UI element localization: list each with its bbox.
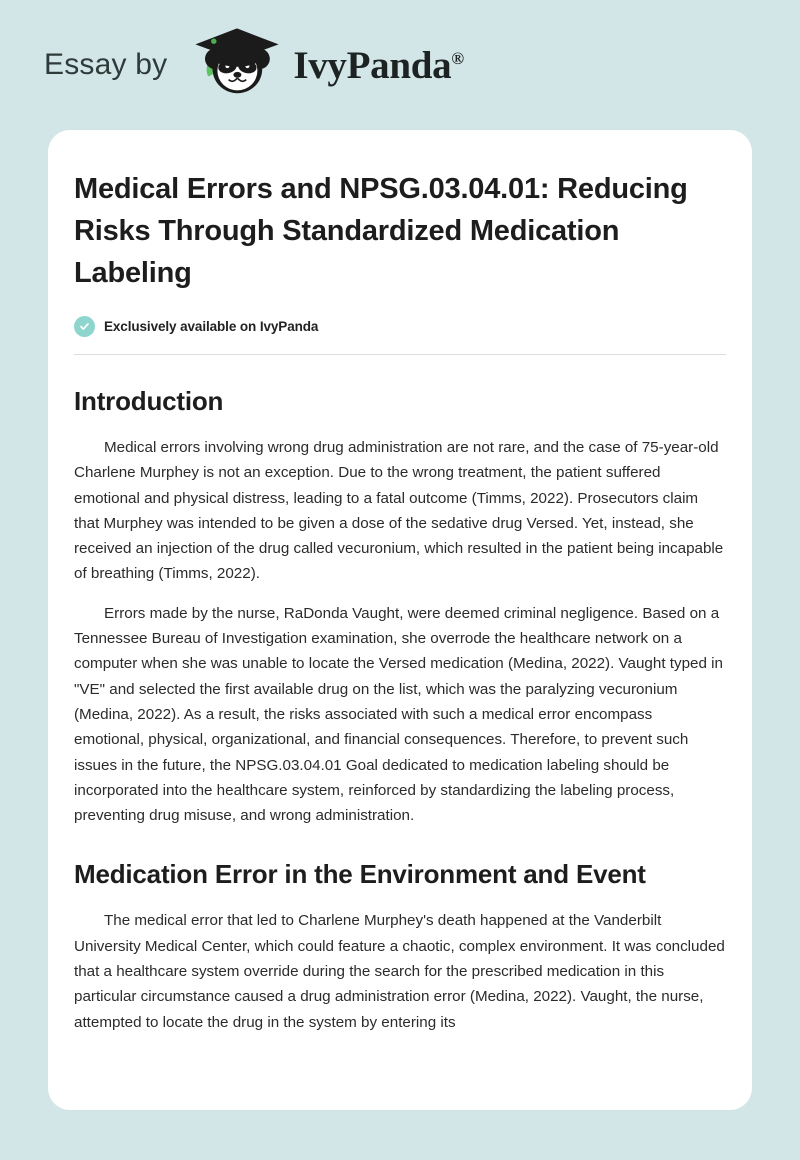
exclusivity-label: Exclusively available on IvyPanda [104, 319, 319, 334]
paragraph: The medical error that led to Charlene Murphey's death happened at the Vanderbilt University Medical Center, which could feature a chaotic, complex environment. It was concluded that a healthcare system override during the search for the prescribed medication in this particular circumstance caused a drug administration error (Medina, 2022). Vaught, the nurse, attempted to locate the drug in the system by entering its [74, 912, 725, 1031]
section-heading-medication-error: Medication Error in the Environment and Event [74, 859, 646, 890]
brand-name-text: IvyPanda [293, 43, 452, 87]
section-heading-introduction: Introduction [74, 386, 224, 416]
essay-content [74, 168, 726, 1035]
site-header [0, 0, 800, 130]
header-divider [74, 354, 726, 355]
exclusivity-badge [74, 316, 726, 337]
paragraph: Medical errors involving wrong drug administration are not rare, and the case of 75-year-old Charlene Murphey is not an exception. Due to the wrong treatment, the patient suffered emotional and physical distress, leading to a fatal outcome (Timms, 2022). Prosecutors claim that Murphey was intended to be given a dose of the sedative drug Versed. Yet, instead, she received an injection of the drug called vecuronium, which resulted in the patient being incapable of breathing (Timms, 2022). [74, 439, 724, 583]
ivypanda-brand-logo[interactable] [189, 31, 463, 99]
paragraph: Errors made by the nurse, RaDonda Vaught, were deemed criminal negligence. Based on a Tennessee Bureau of Investigation examination, she overrode the healthcare network on a computer when she was unable to locate the Versed medication (Medina, 2022). Vaught typed in "VE" and selected the first available drug on the list, which was the paralyzing vecuronium (Medina, 2022). As a result, the risks associated with such a medical error encompass emotional, physical, organizational, and financial consequences. Therefore, to prevent such issues in the future, the NPSG.03.04.01 Goal dedicated to medication labeling should be incorporated into the healthcare system, reinforced by standardizing the labeling process, preventing drug misuse, and wrong administration. [74, 604, 723, 825]
ivypanda-wordmark [293, 43, 463, 88]
essay-card [48, 130, 752, 1110]
essay-by-label: Essay by [44, 48, 168, 81]
panda-graduation-cap-icon [189, 25, 285, 99]
check-circle-icon [74, 316, 95, 337]
registered-trademark-icon: ® [451, 48, 464, 68]
page-title: Medical Errors and NPSG.03.04.01: Reducing Risks Through Standardized Medication Labeling [74, 173, 688, 289]
